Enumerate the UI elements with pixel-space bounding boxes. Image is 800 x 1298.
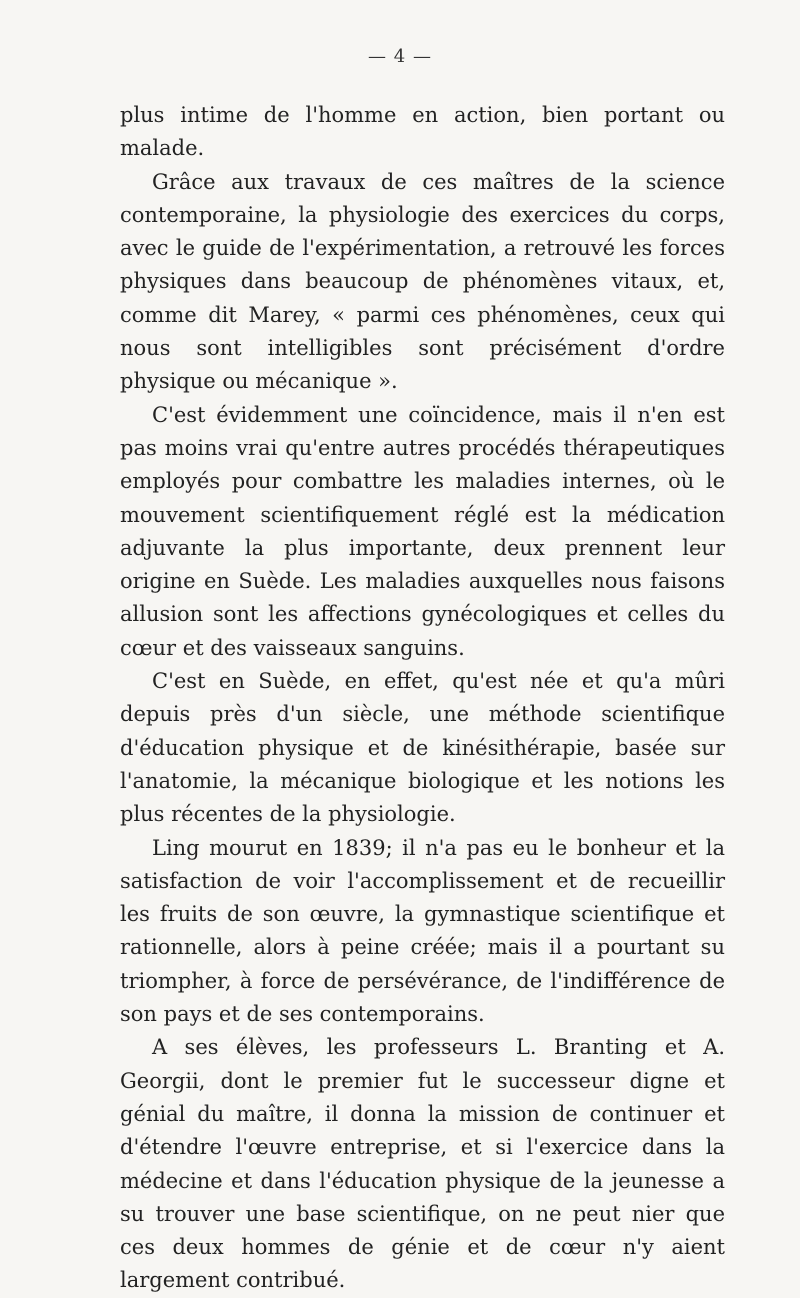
body-text [120,99,725,1298]
paragraph-5: Ling mourut en 1839; il n'a pas eu le bonheur et la satisfaction de voir l'accomplissement et de recueillir les fruits de son œuvre, la gymnastique scientifique et rationnelle, alors à peine créée; mais il a pourtant su triompher, à force de persévérance, de l'indifférence de son pays et de ses contemporains. [120,835,725,1027]
page-number: — 4 — [368,46,432,67]
paragraph-2: Grâce aux travaux de ces maîtres de la science contemporaine, la physiologie des exercices du corps, avec le guide de l'expérimentation, a retrouvé les forces physiques dans beaucoup de phénomènes vitaux, et, comme dit Marey, « parmi ces phénomènes, ceux qui nous sont intelligibles sont précisément d'ordre physique ou mécanique ». [120,169,725,394]
paragraph-4: C'est en Suède, en effet, qu'est née et qu'a mûri depuis près d'un siècle, une méthode scientifique d'éducation physique et de kinésithérapie, basée sur l'anatomie, la mécanique biologique et les notions les plus récentes de la physiologie. [120,669,725,827]
paragraph-3: C'est évidemment une coïncidence, mais il n'en est pas moins vrai qu'entre autres procédés thérapeutiques employés pour combattre les maladies internes, où le mouvement scientifiquement réglé est la médication adjuvante la plus importante, deux prennent leur origine en Suède. Les maladies auxquelles nous faisons allusion sont les affections gynécologiques et celles du cœur et des vaisseaux sanguins. [120,402,725,660]
paragraph-6: A ses élèves, les professeurs L. Branting et A. Georgii, dont le premier fut le successeur digne et génial du maître, il donna la mission de continuer et d'étendre l'œuvre entreprise, et si l'exercice dans la médecine et dans l'éducation physique de la jeunesse a su trouver une base scientifique, on ne peut nier que ces deux hommes de génie et de cœur n'y aient largement contribué. [120,1035,725,1293]
paragraph-1: plus intime de l'homme en action, bien portant ou malade. [120,103,725,161]
